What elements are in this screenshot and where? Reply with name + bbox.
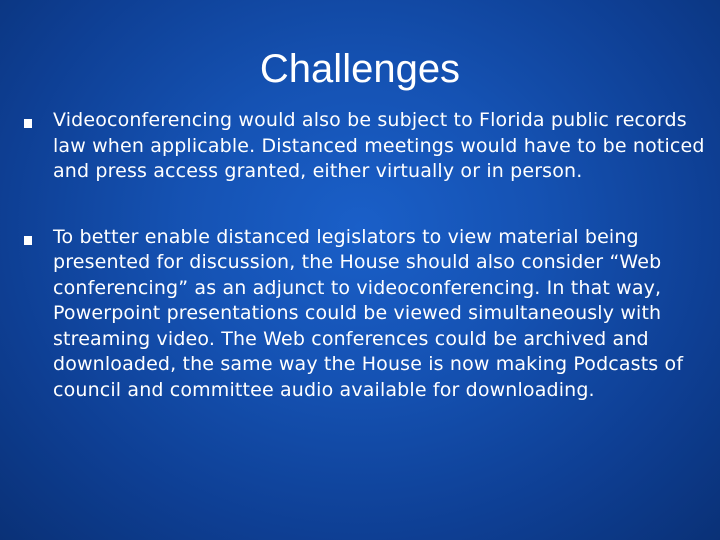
bullet-text: Videoconferencing would also be subject to Florida public records law when applicable. Distanced meetings would have to be noticed and press access granted, either virtually or in person. (53, 109, 705, 182)
list-item (18, 225, 708, 404)
slide-title: Challenges (259, 47, 461, 91)
bullet-text: To better enable distanced legislators to view material being presented for discussion, the House should also consider “Web conferencing” as an adjunct to videoconferencing. In that way, Powerpoint presentations could be viewed simultaneously with streaming video. The Web conferences could be archived and downloaded, the same way the House is now making Podcasts of council and committee audio available for downloading. (53, 225, 684, 401)
bullet-list (18, 108, 708, 443)
square-bullet-icon (24, 119, 32, 128)
square-bullet-icon (24, 236, 32, 245)
list-item (18, 108, 708, 185)
